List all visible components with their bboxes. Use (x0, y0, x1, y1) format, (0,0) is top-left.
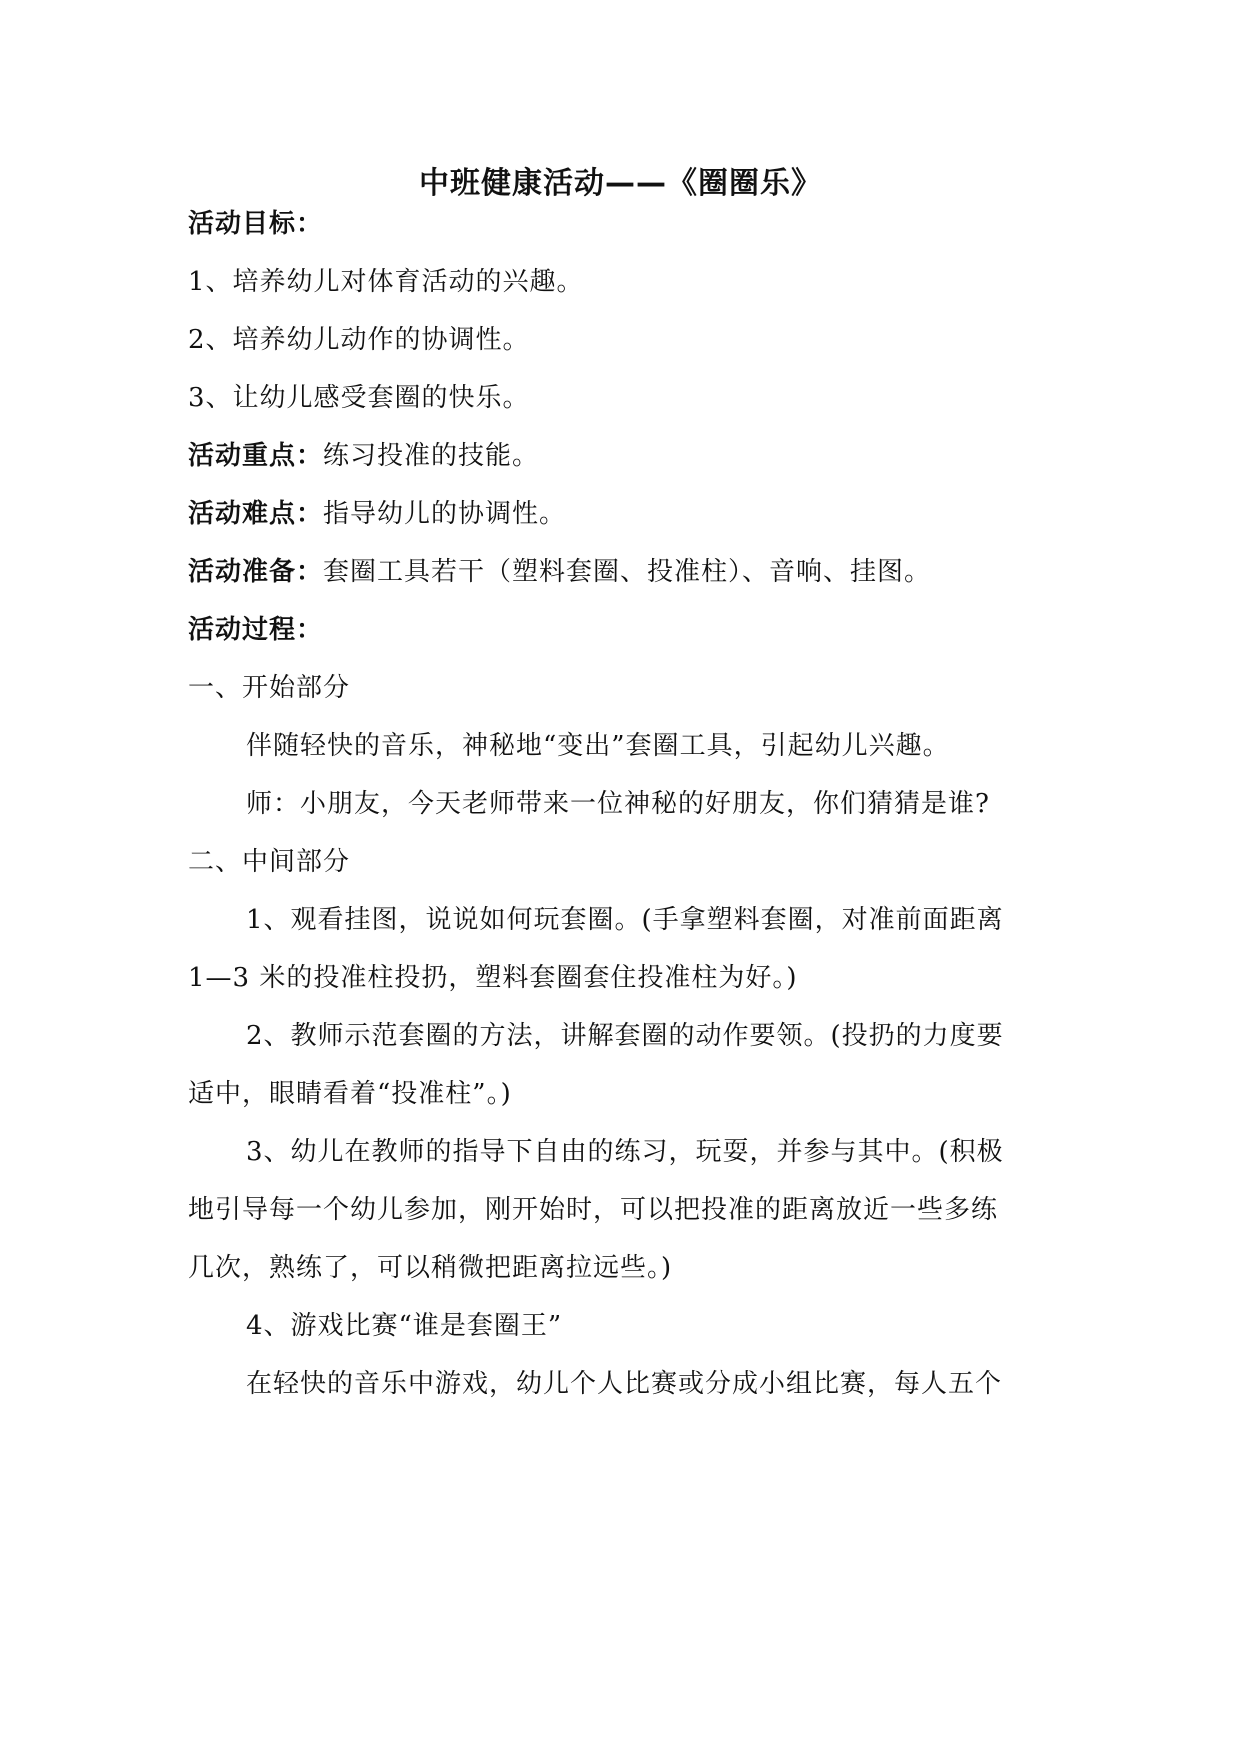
part1-heading: 一、开始部分 (188, 673, 351, 703)
part2-item2-line1: 2、教师示范套圈的方法，讲解套圈的动作要领。(投扔的力度要 (246, 1021, 1004, 1051)
goal-item-1: 1、培养幼儿对体育活动的兴趣。 (188, 267, 584, 297)
preparation-text: 套圈工具若干（塑料套圈、投准柱）、音响、挂图。 (323, 557, 932, 587)
part1-line-1: 伴随轻快的音乐，神秘地“变出”套圈工具，引起幼儿兴趣。 (246, 731, 950, 761)
part2-item3-line1: 3、幼儿在教师的指导下自由的练习，玩耍，并参与其中。(积极 (246, 1137, 1004, 1167)
goal-item-2: 2、培养幼儿动作的协调性。 (188, 325, 530, 355)
preparation-row (188, 552, 1068, 592)
key-point-text: 练习投准的技能。 (323, 441, 540, 471)
goal-item-3: 3、让幼儿感受套圈的快乐。 (188, 383, 530, 413)
part2-item4-line1: 在轻快的音乐中游戏，幼儿个人比赛或分成小组比赛，每人五个 (246, 1369, 1003, 1399)
part2-item1-line2: 1—3 米的投准柱投扔，塑料套圈套住投准柱为好。) (188, 963, 798, 993)
preparation-label: 活动准备： (188, 557, 324, 587)
part2-heading: 二、中间部分 (188, 847, 351, 877)
part2-item2-line2: 适中，眼睛看着“投准柱”。) (188, 1079, 512, 1109)
document-title: 中班健康活动——《圈圈乐》 (419, 166, 822, 201)
part2-item4-heading: 4、游戏比赛“谁是套圈王” (246, 1311, 563, 1341)
part2-item3-line2: 地引导每一个幼儿参加，刚开始时，可以把投准的距离放近一些多练 (188, 1195, 999, 1225)
part1-line-2: 师：小朋友，今天老师带来一位神秘的好朋友，你们猜猜是谁? (246, 789, 990, 819)
goals-heading: 活动目标： (188, 209, 324, 239)
key-point-row (188, 436, 1068, 476)
difficulty-text: 指导幼儿的协调性。 (323, 499, 567, 529)
part2-item3-line3: 几次，熟练了，可以稍微把距离拉远些。) (188, 1253, 673, 1283)
part2-item1-line1: 1、观看挂图，说说如何玩套圈。(手拿塑料套圈，对准前面距离 (246, 905, 1004, 935)
process-heading: 活动过程： (188, 615, 324, 645)
key-point-label: 活动重点： (188, 441, 324, 471)
difficulty-row (188, 494, 1068, 534)
difficulty-label: 活动难点： (188, 499, 324, 529)
